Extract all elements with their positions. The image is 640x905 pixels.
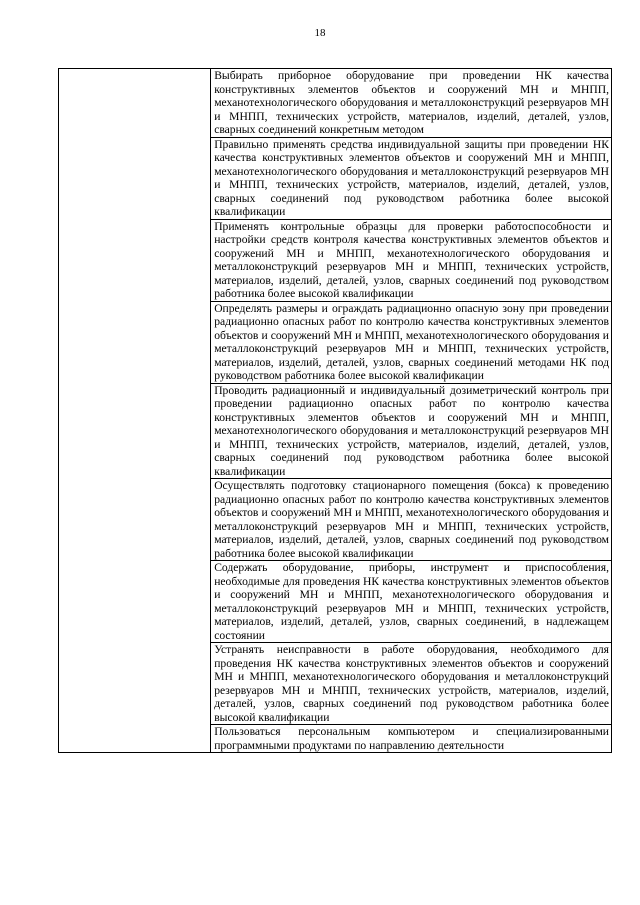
table-row <box>59 69 612 753</box>
page-number: 18 <box>314 27 326 39</box>
left-label-cell <box>59 69 211 753</box>
skill-item: Осуществлять подготовку стационарного помещения (бокса) к проведению радиационно опасных работ по контролю качества конструктивных элементов объектов и сооружений МН и МНПП, механотехнологического оборудования и металлоконструкций резервуаров МН и МНПП, технических устройств, материалов, изделий, деталей, узлов, сварных соединений под руководством работника более высокой квалификации <box>211 479 611 561</box>
skill-item: Содержать оборудование, приборы, инструмент и приспособления, необходимые для проведения НК качества конструктивных элементов объектов и сооружений МН и МНПП, механотехнологического оборудования и металлоконструкций резервуаров МН и МНПП, технических устройств, материалов, изделий, деталей, узлов, сварных соединений, в надлежащем состоянии <box>211 561 611 643</box>
skills-table <box>58 68 612 753</box>
skill-item: Устранять неисправности в работе оборудования, необходимого для проведения НК качества конструктивных элементов объектов и сооружений МН и МНПП, механотехнологического оборудования и металлоконструкций резервуаров МН и МНПП, технических устройств, материалов, изделий, деталей, узлов, сварных соединений под руководством работника более высокой квалификации <box>211 643 611 725</box>
skill-item: Определять размеры и ограждать радиационно опасную зону при проведении радиационно опасных работ по контролю качества конструктивных элементов объектов и сооружений МН и МНПП, механотехнологического оборудования и металлоконструкций резервуаров МН и МНПП, технических устройств, материалов, изделий, деталей, узлов, сварных соединений методами НК под руководством работника более высокой квалификации <box>211 302 611 384</box>
skill-item: Проводить радиационный и индивидуальный дозиметрический контроль при проведении радиационно опасных работ по контролю качества конструктивных элементов объектов и сооружений МН и МНПП, механотехнологического оборудования и металлоконструкций резервуаров МН и МНПП, технических устройств, материалов, изделий, деталей, узлов, сварных соединений под руководством работника более высокой квалификации <box>211 384 611 480</box>
skill-item: Правильно применять средства индивидуальной защиты при проведении НК качества конструктивных элементов объектов и сооружений МН и МНПП, механотехнологического оборудования и металлоконструкций резервуаров МН и МНПП, технических устройств, материалов, изделий, деталей, узлов, сварных соединений под руководством работника более высокой квалификации <box>211 138 611 220</box>
skill-item: Пользоваться персональным компьютером и специализированными программными продуктами по направлению деятельности <box>214 725 609 752</box>
skills-list-cell <box>211 69 612 753</box>
skill-item: Выбирать приборное оборудование при проведении НК качества конструктивных элементов объектов и сооружений МН и МНПП, механотехнологического оборудования и металлоконструкций резервуаров МН и МНПП, технических устройств, материалов, изделий, деталей, узлов, сварных соединений конкретным методом <box>211 69 611 138</box>
skill-item: Применять контрольные образцы для проверки работоспособности и настройки средств контроля качества конструктивных элементов объектов и сооружений МН и МНПП, механотехнологического оборудования и металлоконструкций резервуаров МН и МНПП, технических устройств, материалов, изделий, деталей, узлов, сварных соединений под руководством работника более высокой квалификации <box>211 220 611 302</box>
